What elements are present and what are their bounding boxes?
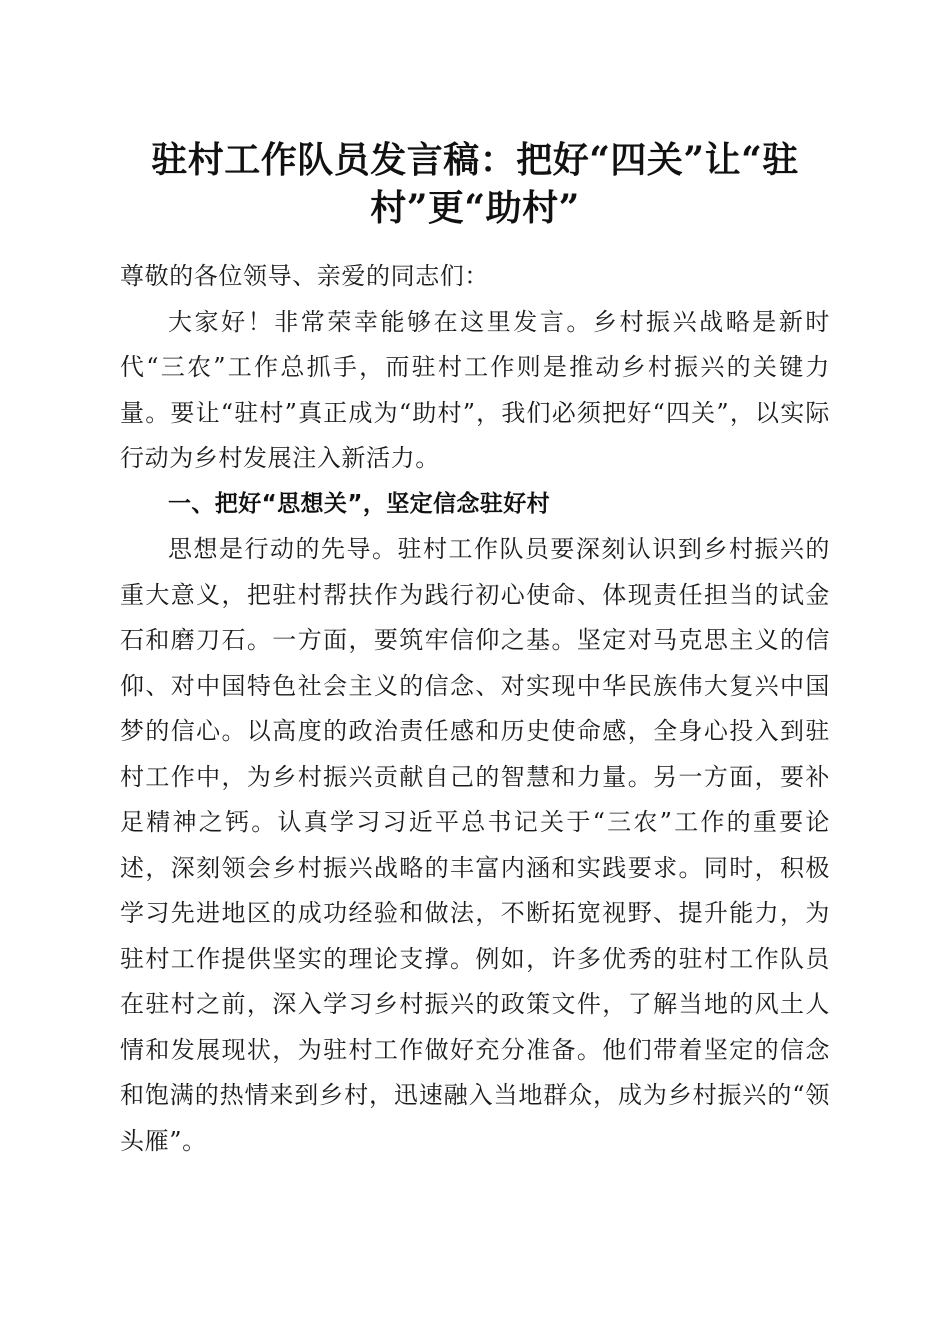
document-title: 驻村工作队员发言稿：把好“四关”让“驻村”更“助村”	[151, 139, 799, 229]
section-paragraph-1: 思想是行动的先导。驻村工作队员要深刻认识到乡村振兴的重大意义，把驻村帮扶作为践行初心使命、体现责任担当的试金石和磨刀石。一方面，要筑牢信仰之基。坚定对马克思主义的信仰、对中国特色社会主义的信念、对实现中华民族伟大复兴中国梦的信心。以高度的政治责任感和历史使命感，全身心投入到驻村工作中，为乡村振兴贡献自己的智慧和力量。另一方面，要补足精神之钙。认真学习习近平总书记关于“三农”工作的重要论述，深刻领会乡村振兴战略的丰富内涵和实践要求。同时，积极学习先进地区的成功经验和做法，不断拓宽视野、提升能力，为驻村工作提供坚实的理论支撑。例如，许多优秀的驻村工作队员在驻村之前，深入学习乡村振兴的政策文件，了解当地的风土人情和发展现状，为驻村工作做好充分准备。他们带着坚定的信念和饱满的热情来到乡村，迅速融入当地群众，成为乡村振兴的“领头雁”。	[120, 535, 830, 1155]
document-body	[120, 254, 830, 1164]
salutation: 尊敬的各位领导、亲爱的同志们：	[120, 262, 489, 290]
intro-paragraph: 大家好！非常荣幸能够在这里发言。乡村振兴战略是新时代“三农”工作总抓手，而驻村工作则是推动乡村振兴的关键力量。要让“驻村”真正成为“助村”，我们必须把好“四关”，以实际行动为乡村发展注入新活力。	[120, 307, 830, 472]
section-heading-1: 一、把好“思想关”，坚定信念驻好村	[168, 490, 551, 517]
